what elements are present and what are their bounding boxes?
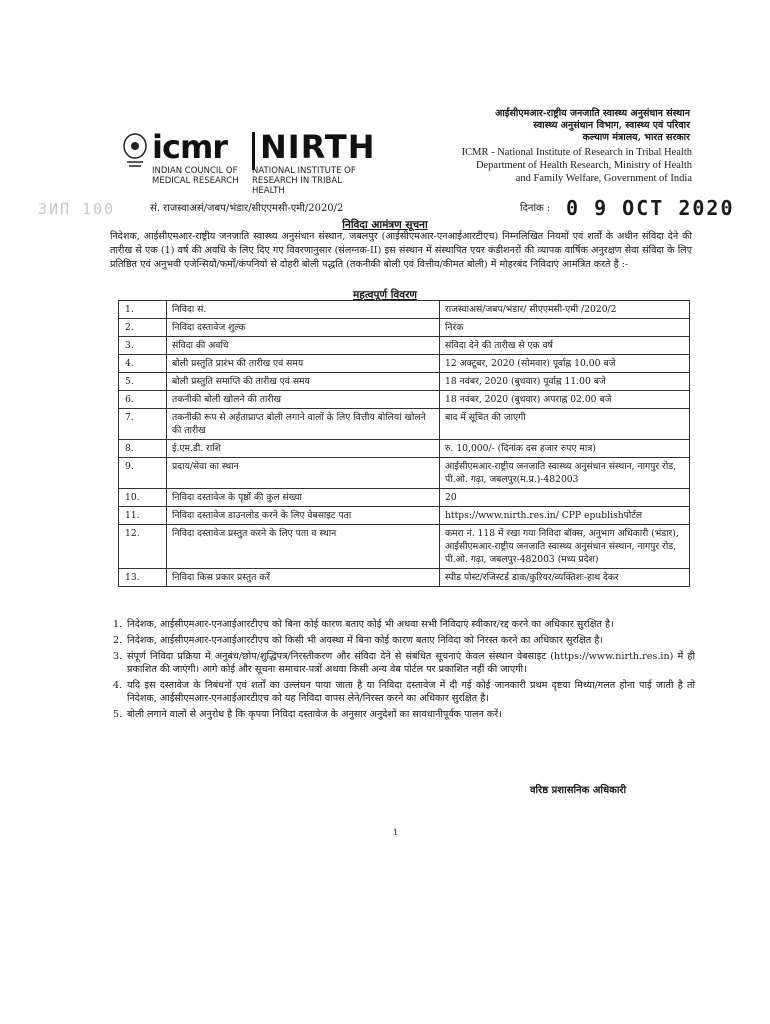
- table-cell-num: 4.: [119, 355, 167, 373]
- table-row: [119, 373, 690, 391]
- table-cell-num: 3.: [119, 337, 167, 355]
- table-cell-label: बोली प्रस्तुति समाप्ति की तारीख एवं समय: [167, 373, 440, 391]
- note-number: 1.: [113, 619, 123, 630]
- nirth-full-line2: RESEARCH IN TRIBAL HEALTH: [252, 176, 342, 196]
- note-text: निदेशक, आईसीएमआर-एनआईआरटीएच को बिना कोई कारण बताए कोई भी अथवा सभी निविदाएं स्वीकार/रद्द करने का अधिकार सुरक्षित है।: [127, 619, 614, 630]
- table-cell-label: निविदा दस्तावेज के पृष्ठों की कुल संख्या: [167, 489, 440, 507]
- icmr-full-line2: MEDICAL RESEARCH: [152, 176, 239, 186]
- note-item: [113, 708, 695, 721]
- table-row: [119, 458, 690, 489]
- table-cell-label: निविदा सं.: [167, 301, 440, 319]
- table-cell-label: ई.एम.डी. राशि: [167, 440, 440, 458]
- icmr-full-line1: INDIAN COUNCIL OF: [152, 166, 238, 176]
- nirth-wordmark: NIRTH: [260, 128, 376, 166]
- terms-notes: [113, 618, 695, 724]
- table-cell-value: बाद में सूचित की जाएगी: [440, 409, 690, 440]
- table-cell-num: 11.: [119, 507, 167, 525]
- faded-stamp: ЗИП 100: [38, 200, 116, 218]
- icmr-emblem-icon: [122, 132, 148, 172]
- hindi-line2: स्वास्थ्य अनुसंधान विभाग, स्वास्थ्य एवं परिवार: [533, 120, 690, 131]
- details-title: महत्वपूर्ण विवरण: [353, 289, 417, 301]
- intro-paragraph: निदेशक, आईसीएमआर-राष्ट्रीय जनजाति स्वास्थ्य अनुसंधान संस्थान, जबलपुर (आईसीएमआर-एनआईआरटीएच) निम्नलिखित नियमों एवं शर्तों के अधीन संविदा देने की तारीख से एक (1) वर्ष की अवधि के लिए दिए गए विवरणानुसार (संलग्नक-II) इस संस्थान में संस्थापित एयर कंडीशनरों की व्यापक वार्षिक अनुरक्षण सेवा संविदा के लिए प्रतिष्ठित एवं अनुभवी एजेन्सियों/फर्मों/कंपनियों से दोहरी बोली पद्धति (तकनीकी बोली एवं वित्तीय/कीमत बोली) में मोहरबंद निविदाएं आमंत्रित करते हैं :-: [110, 231, 692, 270]
- table-row: [119, 391, 690, 409]
- table-cell-num: 13.: [119, 569, 167, 587]
- table-cell-label: प्रदाय/सेवा का स्थान: [167, 458, 440, 489]
- notice-title: निविदा आमंत्रण सूचना: [342, 219, 428, 231]
- table-row: [119, 440, 690, 458]
- date-stamp: 0 9 OCT 2020: [566, 196, 735, 220]
- english-line1: ICMR - National Institute of Research in Tribal Health: [461, 147, 692, 158]
- institution-logo: [122, 128, 377, 196]
- note-number: 4.: [113, 680, 123, 691]
- table-cell-label: तकनीकी रूप से अर्हताप्राप्त बोली लगाने वालों के लिए वित्तीय बोलियां खोलने की तारीख: [167, 409, 440, 440]
- table-cell-num: 10.: [119, 489, 167, 507]
- note-number: 3.: [113, 651, 123, 662]
- table-cell-num: 6.: [119, 391, 167, 409]
- note-text: बोली लगाने वालों से अनुरोध है कि कृपया निविदा दस्तावेज के अनुसार अनुदेशों का सावधानीपूर्वक पालन करें।: [127, 709, 502, 720]
- table-row: [119, 569, 690, 587]
- table-cell-value: कमरा नं. 118 में रखा गया निविदा बॉक्स, अनुभाग अधिकारी (भंडार), आईसीएमआर-राष्ट्रीय जनजाति स्वास्थ्य अनुसंधान संस्थान, नागपुर रोड, पी.ओ. गढ़ा, जबलपुर-482003 (मध्य प्रदेश): [440, 525, 690, 569]
- table-row: [119, 409, 690, 440]
- table-cell-label: निविदा दस्तावेज डाउनलोड करने के लिए वेबसाइट पता: [167, 507, 440, 525]
- table-cell-num: 7.: [119, 409, 167, 440]
- table-cell-num: 2.: [119, 319, 167, 337]
- hindi-line3: कल्याण मंत्रालय, भारत सरकार: [582, 132, 690, 143]
- org-name-hindi: [495, 108, 690, 144]
- table-row: [119, 319, 690, 337]
- icmr-full-name: [152, 166, 239, 186]
- table-cell-value: 20: [440, 489, 690, 507]
- nirth-full-name: [252, 166, 377, 196]
- table-cell-num: 9.: [119, 458, 167, 489]
- table-cell-value: 12 अक्टूबर, 2020 (सोमवार) पूर्वाह्न 10.00 बजे: [440, 355, 690, 373]
- icmr-wordmark: icmr: [152, 128, 228, 166]
- table-cell-value: संविदा देने की तारीख से एक वर्ष: [440, 337, 690, 355]
- table-cell-num: 1.: [119, 301, 167, 319]
- note-item: [113, 679, 695, 705]
- table-row: [119, 507, 690, 525]
- table-row: [119, 301, 690, 319]
- note-number: 5.: [113, 709, 123, 720]
- table-row: [119, 337, 690, 355]
- table-cell-value: 18 नवंबर, 2020 (बुधवार) अपराह्न 02.00 बजे: [440, 391, 690, 409]
- table-cell-num: 8.: [119, 440, 167, 458]
- table-cell-label: संविदा की अवधि: [167, 337, 440, 355]
- nirth-full-line1: NATIONAL INSTITUTE OF: [252, 166, 356, 176]
- note-item: [113, 634, 695, 647]
- table-cell-value: राजस्वाअसं/जबप/भंडार/ सीएएमसी-एमी /2020/2: [440, 301, 690, 319]
- table-row: [119, 525, 690, 569]
- details-table: [118, 300, 690, 587]
- table-cell-label: बोली प्रस्तुति प्रारंभ की तारीख एवं समय: [167, 355, 440, 373]
- table-cell-value: निरंक: [440, 319, 690, 337]
- table-cell-label: निविदा किस प्रकार प्रस्तुत करें: [167, 569, 440, 587]
- note-text: संपूर्ण निविदा प्रक्रिया में अनुबंध/छोप/शुद्धिपत्र/निरस्तीकरण और संविदा देने से संबंधित सूचनाएं केवल संस्थान वेबसाइट (https://www.nirth.res.in) में ही प्रकाशित की जाएंगी। आगे कोई और सूचना समाचार-पत्रों अथवा किसी अन्य वेब पोर्टल पर प्रकाशित नहीं की जाएगी।: [127, 651, 695, 675]
- table-cell-label: निविदा दस्तावेज शुल्क: [167, 319, 440, 337]
- english-line2: Department of Health Research, Ministry of Health: [475, 160, 692, 171]
- table-cell-value: स्पीड पोस्ट/रजिस्टर्ड डाक/कुरियर/व्यक्तिशः-हाथ देकर: [440, 569, 690, 587]
- table-cell-value: 18 नवंबर, 2020 (बुधवार) पूर्वाह्न 11.00 बजे: [440, 373, 690, 391]
- note-item: [113, 618, 695, 631]
- table-cell-value: रु. 10,000/- (दिनांक दस हजार रुपए मात्र): [440, 440, 690, 458]
- table-cell-num: 12.: [119, 525, 167, 569]
- date-label: दिनांक :: [520, 203, 551, 214]
- page-number: 1: [393, 828, 399, 837]
- note-text: यदि इस दस्तावेज के निबंधनों एवं शर्तों का उल्लंघन पाया जाता है या निविदा दस्तावेज में दी गई कोई जानकारी प्रथम दृष्टया मिथ्या/गलत होना पाई जाती है तो निदेशक, आईसीएमआर-एनआईआरटीएच को यह निविदा वापस लेने/निरस्त करने का अधिकार सुरक्षित है।: [127, 680, 695, 704]
- note-number: 2.: [113, 635, 123, 646]
- table-cell-value: https://www.nirth.res.in/ CPP epublishपोर्टल: [440, 507, 690, 525]
- table-cell-num: 5.: [119, 373, 167, 391]
- logo-divider: [252, 132, 255, 170]
- table-row: [119, 489, 690, 507]
- table-row: [119, 355, 690, 373]
- note-item: [113, 650, 695, 676]
- reference-number: सं. राजस्वाअसं/जबप/भंडार/सीएएमसी-एमी/2020/2: [150, 203, 344, 214]
- signatory-designation: वरिष्ठ प्रशासनिक अधिकारी: [530, 785, 627, 796]
- note-text: निदेशक, आईसीएमआर-एनआईआरटीएच को किसी भी अवस्था में बिना कोई कारण बताए निविदा को निरस्त करने का अधिकार सुरक्षित है।: [127, 635, 603, 646]
- org-name-english: [462, 146, 692, 185]
- table-cell-label: निविदा दस्तावेज प्रस्तुत करने के लिए पता व स्थान: [167, 525, 440, 569]
- english-line3: and Family Welfare, Government of India: [515, 173, 692, 184]
- table-cell-label: तकनीकी बोली खोलने की तारीख: [167, 391, 440, 409]
- table-cell-value: आईसीएमआर-राष्ट्रीय जनजाति स्वास्थ्य अनुसंधान संस्थान, नागपुर रोड, पी.ओ. गढ़ा, जबलपुर(म.प्र.)-482003: [440, 458, 690, 489]
- hindi-line1: आईसीएमआर-राष्ट्रीय जनजाति स्वास्थ्य अनुसंधान संस्थान: [495, 108, 690, 119]
